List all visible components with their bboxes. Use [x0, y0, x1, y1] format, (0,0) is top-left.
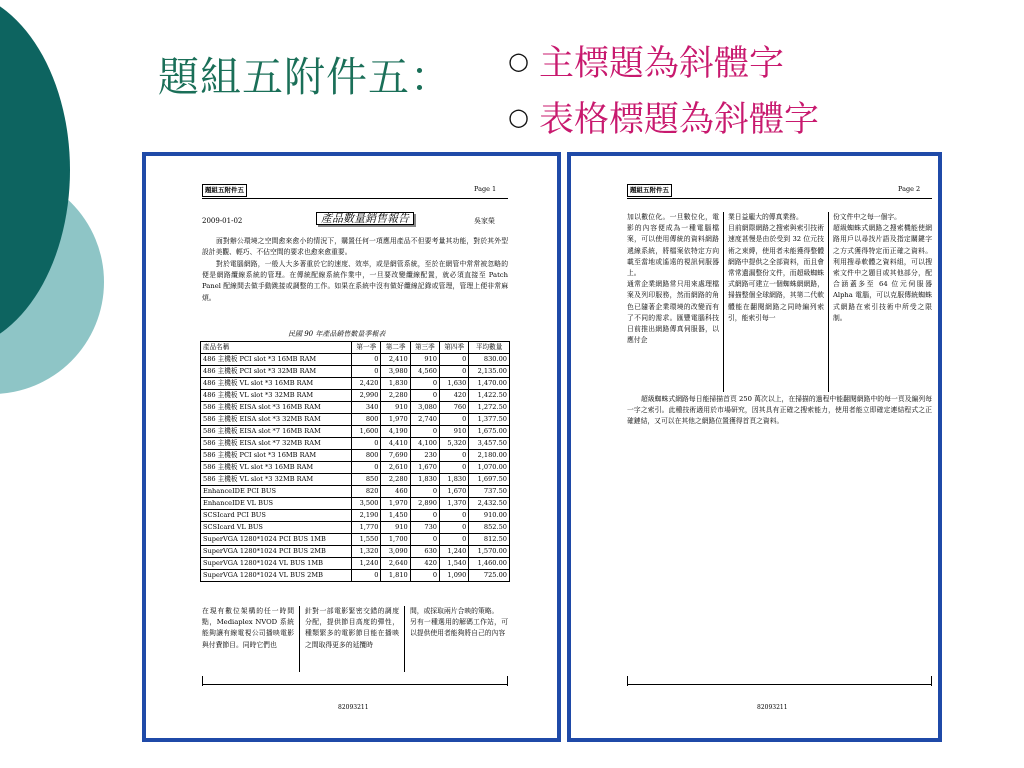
column-divider [828, 212, 829, 392]
table-row [201, 354, 510, 366]
quantity-cell: 800 [352, 414, 381, 426]
quantity-cell: 0 [440, 366, 469, 378]
quantity-cell: 230 [410, 450, 439, 462]
table-header-cell: 平均數量 [469, 342, 510, 354]
document-page-1 [146, 156, 557, 738]
quantity-cell: 1,240 [352, 558, 381, 570]
quantity-cell: 1,370 [440, 498, 469, 510]
quantity-cell: 1,540 [440, 558, 469, 570]
quantity-cell: 1,570.00 [469, 546, 510, 558]
text-column-3: 份文件中之每一個字。 超級蜘蛛式網路之搜索機能使網路用戶以尋找片語及指定關鍵字之方式獲得特定而正確之資料。利用搜尋軟體之資料組，可以搜索文件中之題目或其他部分，配合涵蓋多至 64 位元伺服器 Alpha 電腦，可以克服傳統蜘蛛式網路在索引技術中所受之限制。 [833, 213, 932, 322]
column-divider [299, 606, 300, 672]
quantity-cell: 1,460.00 [469, 558, 510, 570]
quantity-cell: 737.50 [469, 486, 510, 498]
bullet-circle-icon: ○ [508, 103, 529, 131]
document-page-1-frame [142, 152, 561, 742]
quantity-cell: 630 [410, 546, 439, 558]
quantity-cell: 2,420 [352, 378, 381, 390]
quantity-cell: 0 [440, 354, 469, 366]
table-caption: 民國 90 年產品銷售數量季報表 [288, 330, 386, 338]
quantity-cell: 910 [410, 354, 439, 366]
quantity-cell: 3,080 [410, 402, 439, 414]
quantity-cell: 800 [352, 450, 381, 462]
product-name-cell: 586 主機板 EISA slot *7 32MB RAM [201, 438, 352, 450]
quantity-cell: 1,600 [352, 426, 381, 438]
product-name-cell: SuperVGA 1280*1024 PCI BUS 1MB [201, 534, 352, 546]
table-row [201, 558, 510, 570]
quantity-cell: 0 [440, 522, 469, 534]
quantity-cell: 2,990 [352, 390, 381, 402]
table-header-cell: 第四季 [440, 342, 469, 354]
quantity-cell: 0 [352, 438, 381, 450]
table-row [201, 366, 510, 378]
quantity-cell: 852.50 [469, 522, 510, 534]
table-header-row [201, 342, 510, 354]
table-row [201, 510, 510, 522]
document-page-2-frame [567, 152, 942, 742]
quantity-cell: 2,280 [381, 474, 410, 486]
table-row [201, 450, 510, 462]
quantity-cell: 2,890 [410, 498, 439, 510]
quantity-cell: 2,135.00 [469, 366, 510, 378]
quantity-cell: 1,090 [440, 570, 469, 582]
quantity-cell: 2,640 [381, 558, 410, 570]
sales-table [200, 341, 510, 582]
table-row [201, 414, 510, 426]
product-name-cell: 586 主機板 EISA slot *3 16MB RAM [201, 402, 352, 414]
quantity-cell: 910 [440, 426, 469, 438]
product-name-cell: 586 主機板 PCI slot *3 16MB RAM [201, 450, 352, 462]
quantity-cell: 1,830 [381, 378, 410, 390]
quantity-cell: 2,180.00 [469, 450, 510, 462]
report-author: 吳家榮 [474, 217, 495, 225]
quantity-cell: 1,670 [410, 462, 439, 474]
quantity-cell: 420 [440, 390, 469, 402]
quantity-cell: 0 [410, 570, 439, 582]
table-row [201, 474, 510, 486]
quantity-cell: 730 [410, 522, 439, 534]
quantity-cell: 0 [410, 426, 439, 438]
product-name-cell: SCSIcard VL BUS [201, 522, 352, 534]
quantity-cell: 3,980 [381, 366, 410, 378]
quantity-cell: 0 [440, 450, 469, 462]
quantity-cell: 5,320 [440, 438, 469, 450]
header-rule [202, 198, 508, 199]
quantity-cell: 1,377.50 [469, 414, 510, 426]
header-rule [627, 198, 932, 199]
text-column-2: 業日益龐大的傳真業務。 目前網際網路之搜索與索引技術速度甚慢是由於受到 32 位元技術之束縛，使用者未能獲得整體網路中提供之全部資料，而且會常常遺漏整份文件，而超級蜘蛛式網路可建立一個蜘蛛網網路，掃描整個全球網路，其第二代軟體能在翻閱網路之同時編列索引，能索引每一 [728, 213, 824, 322]
text-column-3: 間，或採取兩片合映的策略。 另有一種選用的解碼工作站，可以提供使用者能夠將自己的內容 [410, 607, 508, 638]
footer-rule [627, 684, 932, 685]
quantity-cell: 1,970 [381, 498, 410, 510]
product-name-cell: EnhanceIDE PCI BUS [201, 486, 352, 498]
product-name-cell: 586 主機板 EISA slot *3 32MB RAM [201, 414, 352, 426]
column-divider [404, 606, 405, 672]
quantity-cell: 1,830 [410, 474, 439, 486]
quantity-cell: 760 [440, 402, 469, 414]
text-column-1: 加以數位化。一旦數位化，電影的內容便成為一種電腦檔案，可以使用傳統的資料網路遞線系統，將檔案依特定方向載至當地或遙遠的視訊伺服器上。 通常企業網路常只用來處理檔案及列印服務，然而網路的角色已隨著企業環境的改變而有了不同的需求。匯豐電腦科技日前推出網路傳真伺服器，以應付企 [627, 213, 719, 345]
product-name-cell: 586 主機板 VL slot *3 32MB RAM [201, 474, 352, 486]
table-row [201, 534, 510, 546]
page-footer: 82093211 [338, 704, 369, 711]
quantity-cell: 0 [410, 510, 439, 522]
paragraph-2: 對於電腦網路，一般人大多著重於它的速度、效率，或是網管系統，至於在網管中常常被忽略的便是網路纜線系統的管理。在傳統配線系統作業中，一旦要改變纜線配置，就必須直接至 Patch Panel 配線間去做手動跳接或調整的工作。如果在系統中沒有做好纜線記錄或管理，管理上便非常麻煩。 [202, 260, 508, 302]
quantity-cell: 0 [410, 486, 439, 498]
table-row [201, 402, 510, 414]
quantity-cell: 1,970 [381, 414, 410, 426]
table-row [201, 378, 510, 390]
quantity-cell: 0 [410, 390, 439, 402]
product-name-cell: 486 主機板 VL slot *3 32MB RAM [201, 390, 352, 402]
product-name-cell: 486 主機板 PCI slot *3 32MB RAM [201, 366, 352, 378]
quantity-cell: 910.00 [469, 510, 510, 522]
quantity-cell: 2,410 [381, 354, 410, 366]
document-page-2 [571, 156, 938, 738]
bullet-item-1 [508, 36, 784, 86]
table-header-cell: 產品名稱 [201, 342, 352, 354]
page-header-label: 題組五附件五 [627, 184, 672, 197]
table-row [201, 438, 510, 450]
page-number: Page 2 [898, 185, 921, 193]
quantity-cell: 4,190 [381, 426, 410, 438]
quantity-cell: 0 [352, 462, 381, 474]
table-header-cell: 第三季 [410, 342, 439, 354]
quantity-cell: 0 [440, 510, 469, 522]
quantity-cell: 1,240 [440, 546, 469, 558]
footer-tick [507, 676, 508, 686]
table-row [201, 546, 510, 558]
quantity-cell: 4,410 [381, 438, 410, 450]
quantity-cell: 460 [381, 486, 410, 498]
slide-title: 題組五附件五： [158, 53, 452, 101]
quantity-cell: 0 [352, 570, 381, 582]
quantity-cell: 0 [410, 378, 439, 390]
quantity-cell: 2,740 [410, 414, 439, 426]
bullet-text: 主標題為斜體字 [538, 44, 784, 84]
quantity-cell: 1,450 [381, 510, 410, 522]
quantity-cell: 4,100 [410, 438, 439, 450]
quantity-cell: 850 [352, 474, 381, 486]
quantity-cell: 2,280 [381, 390, 410, 402]
quantity-cell: 3,090 [381, 546, 410, 558]
bullet-text: 表格標題為斜體字 [538, 100, 819, 140]
product-name-cell: EnhanceIDE VL BUS [201, 498, 352, 510]
quantity-cell: 1,630 [440, 378, 469, 390]
table-row [201, 570, 510, 582]
text-column-1: 在現有數位架構的任一時間點，Mediaplex NVOD 系統能夠讓有線電視公司播映電影與付費節目。同時它們也 [202, 607, 294, 649]
quantity-cell: 1,670 [440, 486, 469, 498]
report-title: 產品數量銷售報告 [316, 212, 414, 225]
quantity-cell: 2,432.50 [469, 498, 510, 510]
quantity-cell: 820 [352, 486, 381, 498]
product-name-cell: 586 主機板 VL slot *3 16MB RAM [201, 462, 352, 474]
quantity-cell: 4,560 [410, 366, 439, 378]
footer-tick [627, 676, 628, 686]
full-width-paragraph: 超級蜘蛛式網路每日能掃描首頁 250 萬次以上，在掃描的過程中能翻閱網路中的每一頁及編列每一字之索引。此種技術適用於市場研究，因其具有正確之搜索能力，使用者能立即確定連結程式之正確鏈結，又可以在其他之網路位置獲得首頁之資料。 [627, 395, 932, 426]
footer-tick [931, 676, 932, 686]
product-name-cell: 486 主機板 PCI slot *3 16MB RAM [201, 354, 352, 366]
quantity-cell: 1,770 [352, 522, 381, 534]
quantity-cell: 1,830 [440, 474, 469, 486]
table-row [201, 486, 510, 498]
footer-rule [202, 684, 508, 685]
product-name-cell: SuperVGA 1280*1024 VL BUS 1MB [201, 558, 352, 570]
quantity-cell: 2,190 [352, 510, 381, 522]
quantity-cell: 0 [440, 414, 469, 426]
quantity-cell: 0 [352, 366, 381, 378]
quantity-cell: 1,700 [381, 534, 410, 546]
table-row [201, 462, 510, 474]
quantity-cell: 812.50 [469, 534, 510, 546]
product-name-cell: 486 主機板 VL slot *3 16MB RAM [201, 378, 352, 390]
quantity-cell: 1,272.50 [469, 402, 510, 414]
quantity-cell: 340 [352, 402, 381, 414]
quantity-cell: 830.00 [469, 354, 510, 366]
product-name-cell: SuperVGA 1280*1024 PCI BUS 2MB [201, 546, 352, 558]
quantity-cell: 910 [381, 402, 410, 414]
quantity-cell: 1,320 [352, 546, 381, 558]
page-number: Page 1 [474, 185, 497, 193]
column-divider [723, 212, 724, 392]
product-name-cell: SuperVGA 1280*1024 VL BUS 2MB [201, 570, 352, 582]
quantity-cell: 7,690 [381, 450, 410, 462]
quantity-cell: 2,610 [381, 462, 410, 474]
bullet-item-2 [508, 92, 819, 142]
table-row [201, 390, 510, 402]
bullet-circle-icon: ○ [508, 47, 529, 75]
quantity-cell: 0 [440, 462, 469, 474]
text-column-2: 針對一部電影緊密交錯的調度分配，提供節目高度的彈性，種類繁多的電影節目能在播映之間取得更多的延攬時 [305, 607, 399, 649]
quantity-cell: 420 [410, 558, 439, 570]
product-name-cell: 586 主機板 EISA slot *7 16MB RAM [201, 426, 352, 438]
quantity-cell: 910 [381, 522, 410, 534]
quantity-cell: 3,457.50 [469, 438, 510, 450]
table-row [201, 522, 510, 534]
quantity-cell: 1,697.50 [469, 474, 510, 486]
table-header-cell: 第二季 [381, 342, 410, 354]
table-header-cell: 第一季 [352, 342, 381, 354]
footer-tick [202, 676, 203, 686]
quantity-cell: 1,810 [381, 570, 410, 582]
page-header-label: 題組五附件五 [202, 184, 247, 197]
quantity-cell: 1,550 [352, 534, 381, 546]
quantity-cell: 0 [352, 354, 381, 366]
quantity-cell: 1,675.00 [469, 426, 510, 438]
quantity-cell: 1,422.50 [469, 390, 510, 402]
quantity-cell: 725.00 [469, 570, 510, 582]
quantity-cell: 3,500 [352, 498, 381, 510]
quantity-cell: 0 [440, 534, 469, 546]
quantity-cell: 1,070.00 [469, 462, 510, 474]
product-name-cell: SCSIcard PCI BUS [201, 510, 352, 522]
report-date: 2009-01-02 [202, 217, 243, 225]
paragraph-1: 面對辦公環境之空間愈來愈小的情況下，購置任何一項應用產品不但要考量其功能，對於其外型設計美觀、輕巧、不佔空間的要求也愈來愈重要。 [202, 237, 508, 257]
table-row [201, 426, 510, 438]
quantity-cell: 0 [410, 534, 439, 546]
quantity-cell: 1,470.00 [469, 378, 510, 390]
table-row [201, 498, 510, 510]
page-footer: 82093211 [757, 704, 788, 711]
